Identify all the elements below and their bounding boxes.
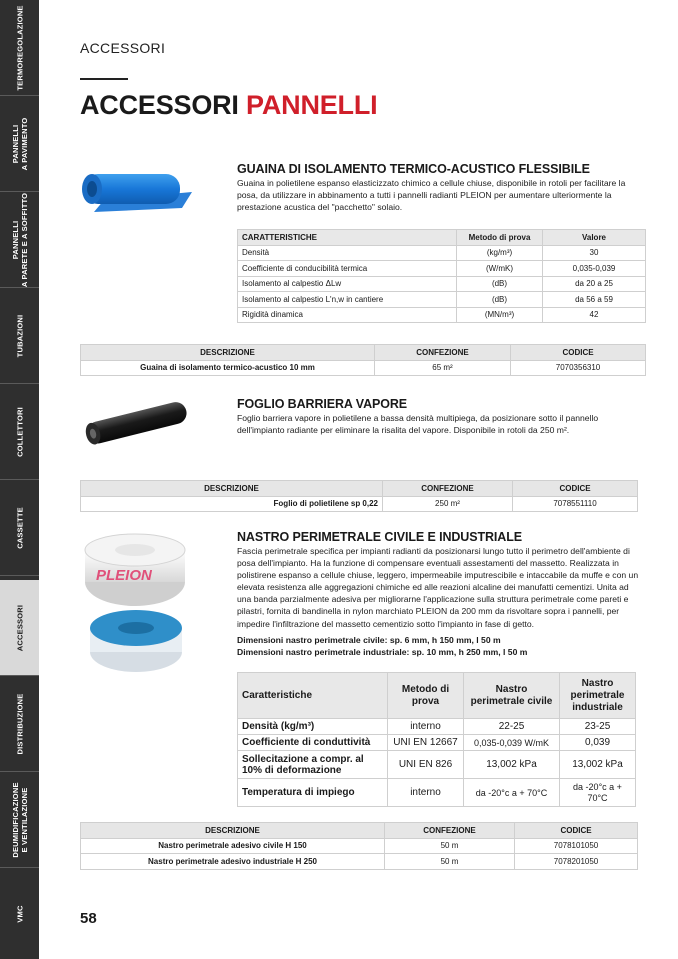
table-cell: Coefficiente di conduttività: [238, 735, 388, 751]
sidebar-item-accessori[interactable]: ACCESSORI: [0, 580, 39, 676]
table-row: [238, 307, 646, 323]
table-cell: da -20°c a + 70°C: [464, 779, 560, 807]
table-header-row: [81, 823, 638, 839]
table-row: [238, 292, 646, 308]
table-cell: 0,039: [560, 735, 636, 751]
table-cell: Foglio di polietilene sp 0,22: [81, 496, 383, 512]
table-header-row: [81, 481, 638, 497]
table-cell: Densità (kg/m³): [238, 719, 388, 735]
black-vapor-roll-image: [78, 398, 194, 450]
table-cell: (dB): [457, 292, 543, 308]
page-number: 58: [80, 910, 97, 927]
table-header-row: [81, 345, 646, 361]
sidebar-item-cassette[interactable]: CASSETTE: [0, 480, 39, 576]
table-row: [238, 276, 646, 292]
product3-description: Fascia perimetrale specifica per impianti radianti da posizionarsi lungo tutto il perimetro dell'ambiente di posa dell'impianto. Ha la funzione di compensare eventuali assestamenti del massetto. Realizzata in polistirene espanso a cellule chiuse, leggero, impermeabile imputrescibile e intaccabile da muffe e con un elevata resistenza alle aggregazioni chimiche ed alle reazioni alcaline dei manufatti cementizi. Unita ad una banda parzialmente adesiva per migliorarne l'applicazione sulla struttura perimetrale come pareti e pilastri, fornita di bandinella in nylon marchiato PLEION da 200 mm da risvoltare sopra i pannelli, per impedire l'infiltrazione del massetto cementizio sotto l'impianto in fase di getto.: [237, 546, 639, 629]
table-cell: Densità: [238, 245, 457, 261]
table-cell: 23-25: [560, 719, 636, 735]
table-cell: 42: [543, 307, 646, 323]
table-header-row: [238, 230, 646, 246]
col-header: DESCRIZIONE: [81, 481, 383, 497]
table-cell: Nastro perimetrale adesivo industriale H 250: [81, 854, 385, 870]
table-cell: Coefficiente di conducibilità termica: [238, 261, 457, 277]
product1-title: GUAINA DI ISOLAMENTO TERMICO-ACUSTICO FLESSIBILE: [237, 162, 590, 176]
product3-title: NASTRO PERIMETRALE CIVILE E INDUSTRIALE: [237, 530, 523, 544]
table-cell: 7078201050: [515, 854, 638, 870]
col-header: Metodo di prova: [388, 673, 464, 719]
table-cell: (dB): [457, 276, 543, 292]
table-cell: interno: [388, 719, 464, 735]
table-row: [238, 261, 646, 277]
title-black: ACCESSORI: [80, 90, 239, 120]
dim-industriale: Dimensioni nastro perimetrale industriale: sp. 10 mm, h 250 mm, l 50 m: [237, 647, 528, 657]
table-cell: UNI EN 826: [388, 751, 464, 779]
col-header: CONFEZIONE: [375, 345, 511, 361]
table-cell: 65 m²: [375, 360, 511, 376]
table-cell: da 20 a 25: [543, 276, 646, 292]
product3-order-table: [80, 822, 638, 870]
table-row: [81, 360, 646, 376]
table-row: [81, 854, 638, 870]
blue-foam-roll-image: [74, 164, 196, 214]
table-cell: Isolamento al calpestio ΔLw: [238, 276, 457, 292]
table-row: [238, 779, 636, 807]
table-cell: (W/mK): [457, 261, 543, 277]
table-cell: (MN/m³): [457, 307, 543, 323]
table-cell: 13,002 kPa: [464, 751, 560, 779]
table-cell: 50 m: [385, 854, 515, 870]
product2-title: FOGLIO BARRIERA VAPORE: [237, 397, 408, 411]
table-cell: 7070356310: [511, 360, 646, 376]
table-cell: da 56 a 59: [543, 292, 646, 308]
col-header: Nastro perimetrale civile: [464, 673, 560, 719]
sidebar-item-termoregolazione[interactable]: TERMOREGOLAZIONE: [0, 0, 39, 96]
col-header: CARATTERISTICHE: [238, 230, 457, 246]
table-cell: 0,035-0,039: [543, 261, 646, 277]
header-rule: [80, 78, 128, 80]
section-label: ACCESSORI: [80, 40, 166, 56]
product1-description: Guaina in polietilene espanso elasticizzato chimico a cellule chiuse, disponibile in rotoli per facilitare la posa, da utilizzare in abbinamento a tutti i pannelli radianti PLEION per aumentare ulteriormente la prestazione acustica del "pacchetto" solaio.: [237, 178, 626, 213]
table-cell: 13,002 kPa: [560, 751, 636, 779]
col-header: Valore: [543, 230, 646, 246]
table-cell: Temperatura di impiego: [238, 779, 388, 807]
table-cell: 22-25: [464, 719, 560, 735]
sidebar-item-deumidificazione[interactable]: DEUMIDIFICAZIONE E VENTILAZIONE: [0, 772, 39, 868]
sidebar-item-vmc[interactable]: VMC: [15, 904, 24, 923]
col-header: Metodo di prova: [457, 230, 543, 246]
col-header: DESCRIZIONE: [81, 823, 385, 839]
table-cell: interno: [388, 779, 464, 807]
sidebar-nav: [0, 0, 39, 959]
col-header: CODICE: [515, 823, 638, 839]
table-row: [81, 496, 638, 512]
pleion-roll-logo: PLEION: [96, 567, 152, 584]
col-header: CONFEZIONE: [383, 481, 513, 497]
table-cell: Guaina di isolamento termico-acustico 10 mm: [81, 360, 375, 376]
col-header: CODICE: [511, 345, 646, 361]
product1-order-table: [80, 344, 646, 376]
table-cell: 7078101050: [515, 838, 638, 854]
sidebar-item-pannelli-pavimento[interactable]: PANNELLI A PAVIMENTO: [0, 96, 39, 192]
table-row: [238, 245, 646, 261]
table-row: [238, 719, 636, 735]
table-cell: da -20°c a + 70°C: [560, 779, 636, 807]
table-cell: Sollecitazione a compr. al 10% di deformazione: [238, 751, 388, 779]
col-header: CODICE: [513, 481, 638, 497]
sidebar-item-tubazioni[interactable]: TUBAZIONI: [0, 288, 39, 384]
table-row: [81, 838, 638, 854]
product2-description: Foglio barriera vapore in polietilene a bassa densità multipiega, da posizionare sotto il pannello dell'impianto radiante per eliminare la risalita del vapore. Disponibile in rotoli da 250 m².: [237, 413, 599, 436]
product2-order-table: [80, 480, 638, 512]
table-cell: 50 m: [385, 838, 515, 854]
sidebar-item-collettori[interactable]: COLLETTORI: [0, 384, 39, 480]
table-cell: Rigidità dinamica: [238, 307, 457, 323]
table-row: [238, 735, 636, 751]
table-cell: Nastro perimetrale adesivo civile H 150: [81, 838, 385, 854]
title-red: PANNELLI: [246, 90, 378, 120]
white-tape-roll-image: [80, 530, 190, 610]
dim-civile: Dimensioni nastro perimetrale civile: sp. 6 mm, h 150 mm, l 50 m: [237, 635, 501, 645]
col-header: Caratteristiche: [238, 673, 388, 719]
col-header: CONFEZIONE: [385, 823, 515, 839]
sidebar-item-pannelli-parete[interactable]: PANNELLI A PARETE E A SOFFITTO: [0, 192, 39, 288]
table-cell: UNI EN 12667: [388, 735, 464, 751]
product1-spec-table: [237, 229, 646, 323]
product3-spec-table: [237, 672, 636, 807]
table-cell: 30: [543, 245, 646, 261]
table-row: [238, 751, 636, 779]
table-header-row: [238, 673, 636, 719]
table-cell: 250 m²: [383, 496, 513, 512]
table-cell: 0,035-0,039 W/mK: [464, 735, 560, 751]
page-title: [80, 90, 377, 121]
col-header: DESCRIZIONE: [81, 345, 375, 361]
sidebar-item-distribuzione[interactable]: DISTRIBUZIONE: [0, 676, 39, 772]
col-header: Nastro perimetrale industriale: [560, 673, 636, 719]
table-cell: 7078551110: [513, 496, 638, 512]
table-cell: Isolamento al calpestio L'n,w in cantiere: [238, 292, 457, 308]
table-cell: (kg/m³): [457, 245, 543, 261]
blue-tape-roll-image: [86, 606, 186, 676]
